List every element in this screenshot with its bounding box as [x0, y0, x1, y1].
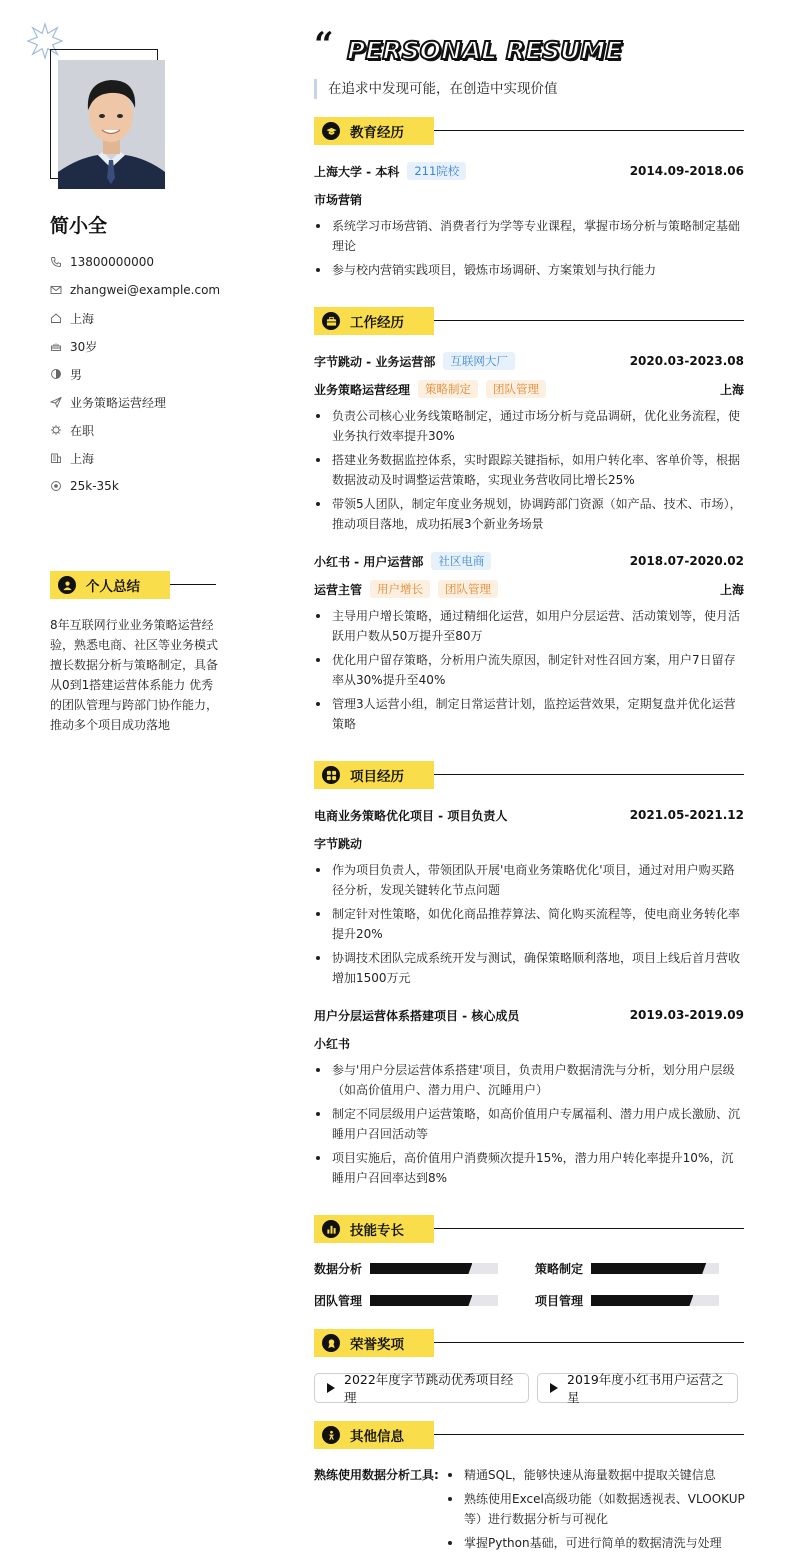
education-date: 2014.09-2018.06	[629, 164, 744, 178]
info-row-gender	[50, 360, 250, 388]
info-gender-text: 男	[70, 367, 83, 382]
projects-section-title: 项目经历	[350, 769, 404, 785]
skill-name: 数据分析	[314, 1261, 363, 1276]
summary-section-divider	[170, 584, 216, 585]
project-2-header-row	[314, 1005, 744, 1025]
gender-icon	[50, 368, 62, 380]
skills-section-header	[314, 1215, 744, 1243]
skills-section-pill	[314, 1215, 434, 1243]
building-icon	[50, 452, 62, 464]
skill-bar-track	[591, 1263, 719, 1274]
skill-item	[314, 1258, 504, 1278]
honors-section-title: 荣誉奖项	[350, 1337, 404, 1353]
education-section-divider	[434, 130, 744, 131]
status-icon	[50, 424, 62, 436]
summary-section-header	[50, 571, 216, 599]
job-2-skill-tag: 用户增长	[370, 580, 430, 598]
info-city-text: 上海	[70, 451, 95, 466]
list-item: 主导用户增长策略，通过精细化运营，如用户分层运营、活动策划等，使月活跃用户数从50万提升至80万	[314, 606, 744, 646]
job-2-role-row	[314, 579, 744, 599]
grid-icon	[322, 766, 340, 784]
skill-bar-fill	[370, 1263, 472, 1274]
award-badge	[537, 1373, 738, 1403]
honors-section-divider	[434, 1342, 744, 1343]
work-section-header	[314, 307, 744, 335]
profile-name: 简小全	[50, 215, 108, 237]
job-2-date: 2018.07-2020.02	[629, 554, 744, 568]
info-row-age	[50, 332, 250, 360]
other-label: 熟练使用数据分析工具:	[314, 1468, 439, 1482]
skill-bar-track	[370, 1263, 498, 1274]
skill-name: 项目管理	[535, 1293, 584, 1308]
job-1-company: 字节跳动 - 业务运营部	[314, 354, 436, 369]
education-major: 市场营销	[314, 192, 363, 207]
skills-list	[314, 1258, 744, 1318]
skill-bar-track	[591, 1295, 719, 1306]
project-1-date: 2021.05-2021.12	[629, 808, 744, 822]
education-bullets	[314, 216, 744, 284]
avatar-illustration	[58, 60, 165, 189]
job-1-city: 上海	[719, 382, 744, 397]
education-section-title: 教育经历	[350, 125, 404, 141]
skill-bar-track	[370, 1295, 498, 1306]
other-section-header	[314, 1421, 744, 1449]
info-row-city	[50, 444, 250, 472]
job-2-bullets	[314, 606, 744, 738]
skill-item	[535, 1290, 725, 1310]
project-1-name: 电商业务策略优化项目 - 项目负责人	[314, 808, 508, 823]
job-2-city: 上海	[719, 582, 744, 597]
info-email-text: zhangwei@example.com	[70, 283, 221, 297]
user-icon	[58, 576, 76, 594]
list-item: 精通SQL，能够快速从海量数据中提取关键信息	[446, 1465, 746, 1485]
mail-icon	[50, 284, 62, 296]
home-icon	[50, 312, 62, 324]
bar-chart-icon	[322, 1220, 340, 1238]
profile-photo	[58, 60, 165, 189]
award-text: 2019年度小红书用户运营之星	[567, 1372, 724, 1405]
list-item: 掌握Python基础，可进行简单的数据清洗与处理	[446, 1533, 746, 1553]
list-item: 作为项目负责人，带领团队开展'电商业务策略优化'项目，通过对用户购买路径分析，发现关键转化节点问题	[314, 860, 744, 900]
project-1-header-row	[314, 805, 744, 825]
send-icon	[50, 396, 62, 408]
project-2-bullets	[314, 1060, 744, 1192]
job-2-header-row	[314, 551, 744, 571]
info-row-email	[50, 276, 250, 304]
person-walk-icon	[322, 1426, 340, 1444]
skills-section-divider	[434, 1228, 744, 1229]
info-position-text: 业务策略运营经理	[70, 395, 167, 410]
motto: 在追求中发现可能，在创造中实现价值	[314, 79, 558, 99]
job-1-tag: 互联网大厂	[443, 352, 515, 370]
list-item: 参与校内营销实践项目，锻炼市场调研、方案策划与执行能力	[314, 260, 744, 280]
list-item: 项目实施后，高价值用户消费频次提升15%，潜力用户转化率提升10%，沉睡用户召回率达到8%	[314, 1148, 744, 1188]
job-1-skill-tag: 策略制定	[418, 380, 478, 398]
title-quote-mark: “	[314, 25, 334, 65]
job-1-bullets	[314, 406, 744, 538]
honors-section-header	[314, 1329, 744, 1357]
award-badge	[314, 1373, 529, 1403]
list-item: 熟练使用Excel高级功能（如数据透视表、VLOOKUP等）进行数据分析与可视化	[446, 1489, 746, 1529]
summary-section-pill	[50, 571, 170, 599]
project-1-org: 字节跳动	[314, 836, 363, 851]
job-2-skill-tag: 团队管理	[438, 580, 498, 598]
skill-bar-fill	[370, 1295, 472, 1306]
skill-bar-fill	[591, 1295, 693, 1306]
job-2-role: 运营主管	[314, 582, 363, 597]
info-row-salary	[50, 472, 250, 500]
projects-section-pill	[314, 761, 434, 789]
info-age-text: 30岁	[70, 339, 98, 354]
project-2-date: 2019.03-2019.09	[629, 1008, 744, 1022]
job-1-role-row	[314, 379, 744, 399]
other-section-title: 其他信息	[350, 1429, 404, 1445]
other-section-divider	[434, 1434, 744, 1435]
graduation-cap-icon	[322, 122, 340, 140]
cake-icon	[50, 340, 62, 352]
award-text: 2022年度字节跳动优秀项目经理	[344, 1372, 514, 1405]
project-1-org-row	[314, 833, 744, 853]
education-section-pill	[314, 117, 434, 145]
title-text: PERSONAL RESUME	[347, 36, 623, 65]
info-row-status	[50, 416, 250, 444]
job-2-tag: 社区电商	[431, 552, 491, 570]
skill-item	[314, 1290, 504, 1310]
info-location-text: 上海	[70, 311, 95, 326]
info-phone-text: 13800000000	[70, 255, 154, 269]
summary-text: 8年互联网行业业务策略运营经验，熟悉电商、社区等业务模式 擅长数据分析与策略制定，具备从0到1搭建运营体系能力 优秀的团队管理与跨部门协作能力，推动多个项目成功落地	[50, 618, 219, 732]
info-salary-text: 25k-35k	[70, 479, 119, 493]
award-icon	[322, 1334, 340, 1352]
work-section-title: 工作经历	[350, 315, 404, 331]
education-header-row	[314, 161, 744, 181]
list-item: 制定针对性策略，如优化商品推荐算法、简化购买流程等，使电商业务转化率提升20%	[314, 904, 744, 944]
briefcase-icon	[322, 312, 340, 330]
list-item: 优化用户留存策略，分析用户流失原因，制定针对性召回方案，用户7日留存率从30%提升至40%	[314, 650, 744, 690]
job-1-role: 业务策略运营经理	[314, 382, 411, 397]
skill-item	[535, 1258, 725, 1278]
list-item: 管理3人运营小组，制定日常运营计划，监控运营效果，定期复盘并优化运营策略	[314, 694, 744, 734]
work-section-pill	[314, 307, 434, 335]
info-row-location	[50, 304, 250, 332]
list-item: 制定不同层级用户运营策略，如高价值用户专属福利、潜力用户成长激励、沉睡用户召回活动等	[314, 1104, 744, 1144]
education-major-row	[314, 189, 744, 209]
work-section-divider	[434, 320, 744, 321]
projects-section-divider	[434, 774, 744, 775]
list-item: 参与'用户分层运营体系搭建'项目，负责用户数据清洗与分析，划分用户层级（如高价值用户、潜力用户、沉睡用户）	[314, 1060, 744, 1100]
honors-section-pill	[314, 1329, 434, 1357]
skill-bar-fill	[591, 1263, 706, 1274]
projects-section-header	[314, 761, 744, 789]
job-1-skill-tag: 团队管理	[486, 380, 546, 398]
education-section-header	[314, 117, 744, 145]
info-row-phone	[50, 248, 250, 276]
phone-icon	[50, 256, 62, 268]
info-row-position	[50, 388, 250, 416]
list-item: 协调技术团队完成系统开发与测试，确保策略顺利落地，项目上线后首月营收增加1500万元	[314, 948, 744, 988]
other-section-pill	[314, 1421, 434, 1449]
project-1-bullets	[314, 860, 744, 992]
education-tag: 211院校	[407, 162, 466, 180]
project-2-org: 小红书	[314, 1036, 351, 1051]
job-2-company: 小红书 - 用户运营部	[314, 554, 424, 569]
play-triangle-icon	[327, 1383, 335, 1393]
list-item: 带领5人团队，制定年度业务规划，协调跨部门资源（如产品、技术、市场），推动项目落地，成功拓展3个新业务场景	[314, 494, 744, 534]
job-1-date: 2020.03-2023.08	[629, 354, 744, 368]
project-2-org-row	[314, 1033, 744, 1053]
education-school: 上海大学 - 本科	[314, 164, 400, 179]
salary-icon	[50, 480, 62, 492]
list-item: 搭建业务数据监控体系，实时跟踪关键指标，如用户转化率、客单价等，根据数据波动及时调整运营策略，实现业务营收同比增长25%	[314, 450, 744, 490]
list-item: 负责公司核心业务线策略制定，通过市场分析与竞品调研，优化业务流程，使业务执行效率提升30%	[314, 406, 744, 446]
summary-section-title: 个人总结	[86, 579, 140, 595]
skills-section-title: 技能专长	[350, 1223, 404, 1239]
info-status-text: 在职	[70, 423, 95, 438]
skill-name: 团队管理	[314, 1293, 363, 1308]
play-triangle-icon	[550, 1383, 558, 1393]
job-1-header-row	[314, 351, 744, 371]
contact-info-list	[50, 248, 250, 500]
skill-name: 策略制定	[535, 1261, 584, 1276]
project-2-name: 用户分层运营体系搭建项目 - 核心成员	[314, 1008, 520, 1023]
left-column	[0, 0, 260, 1561]
other-bullets	[446, 1465, 746, 1557]
list-item: 系统学习市场营销、消费者行为学等专业课程，掌握市场分析与策略制定基础理论	[314, 216, 744, 256]
